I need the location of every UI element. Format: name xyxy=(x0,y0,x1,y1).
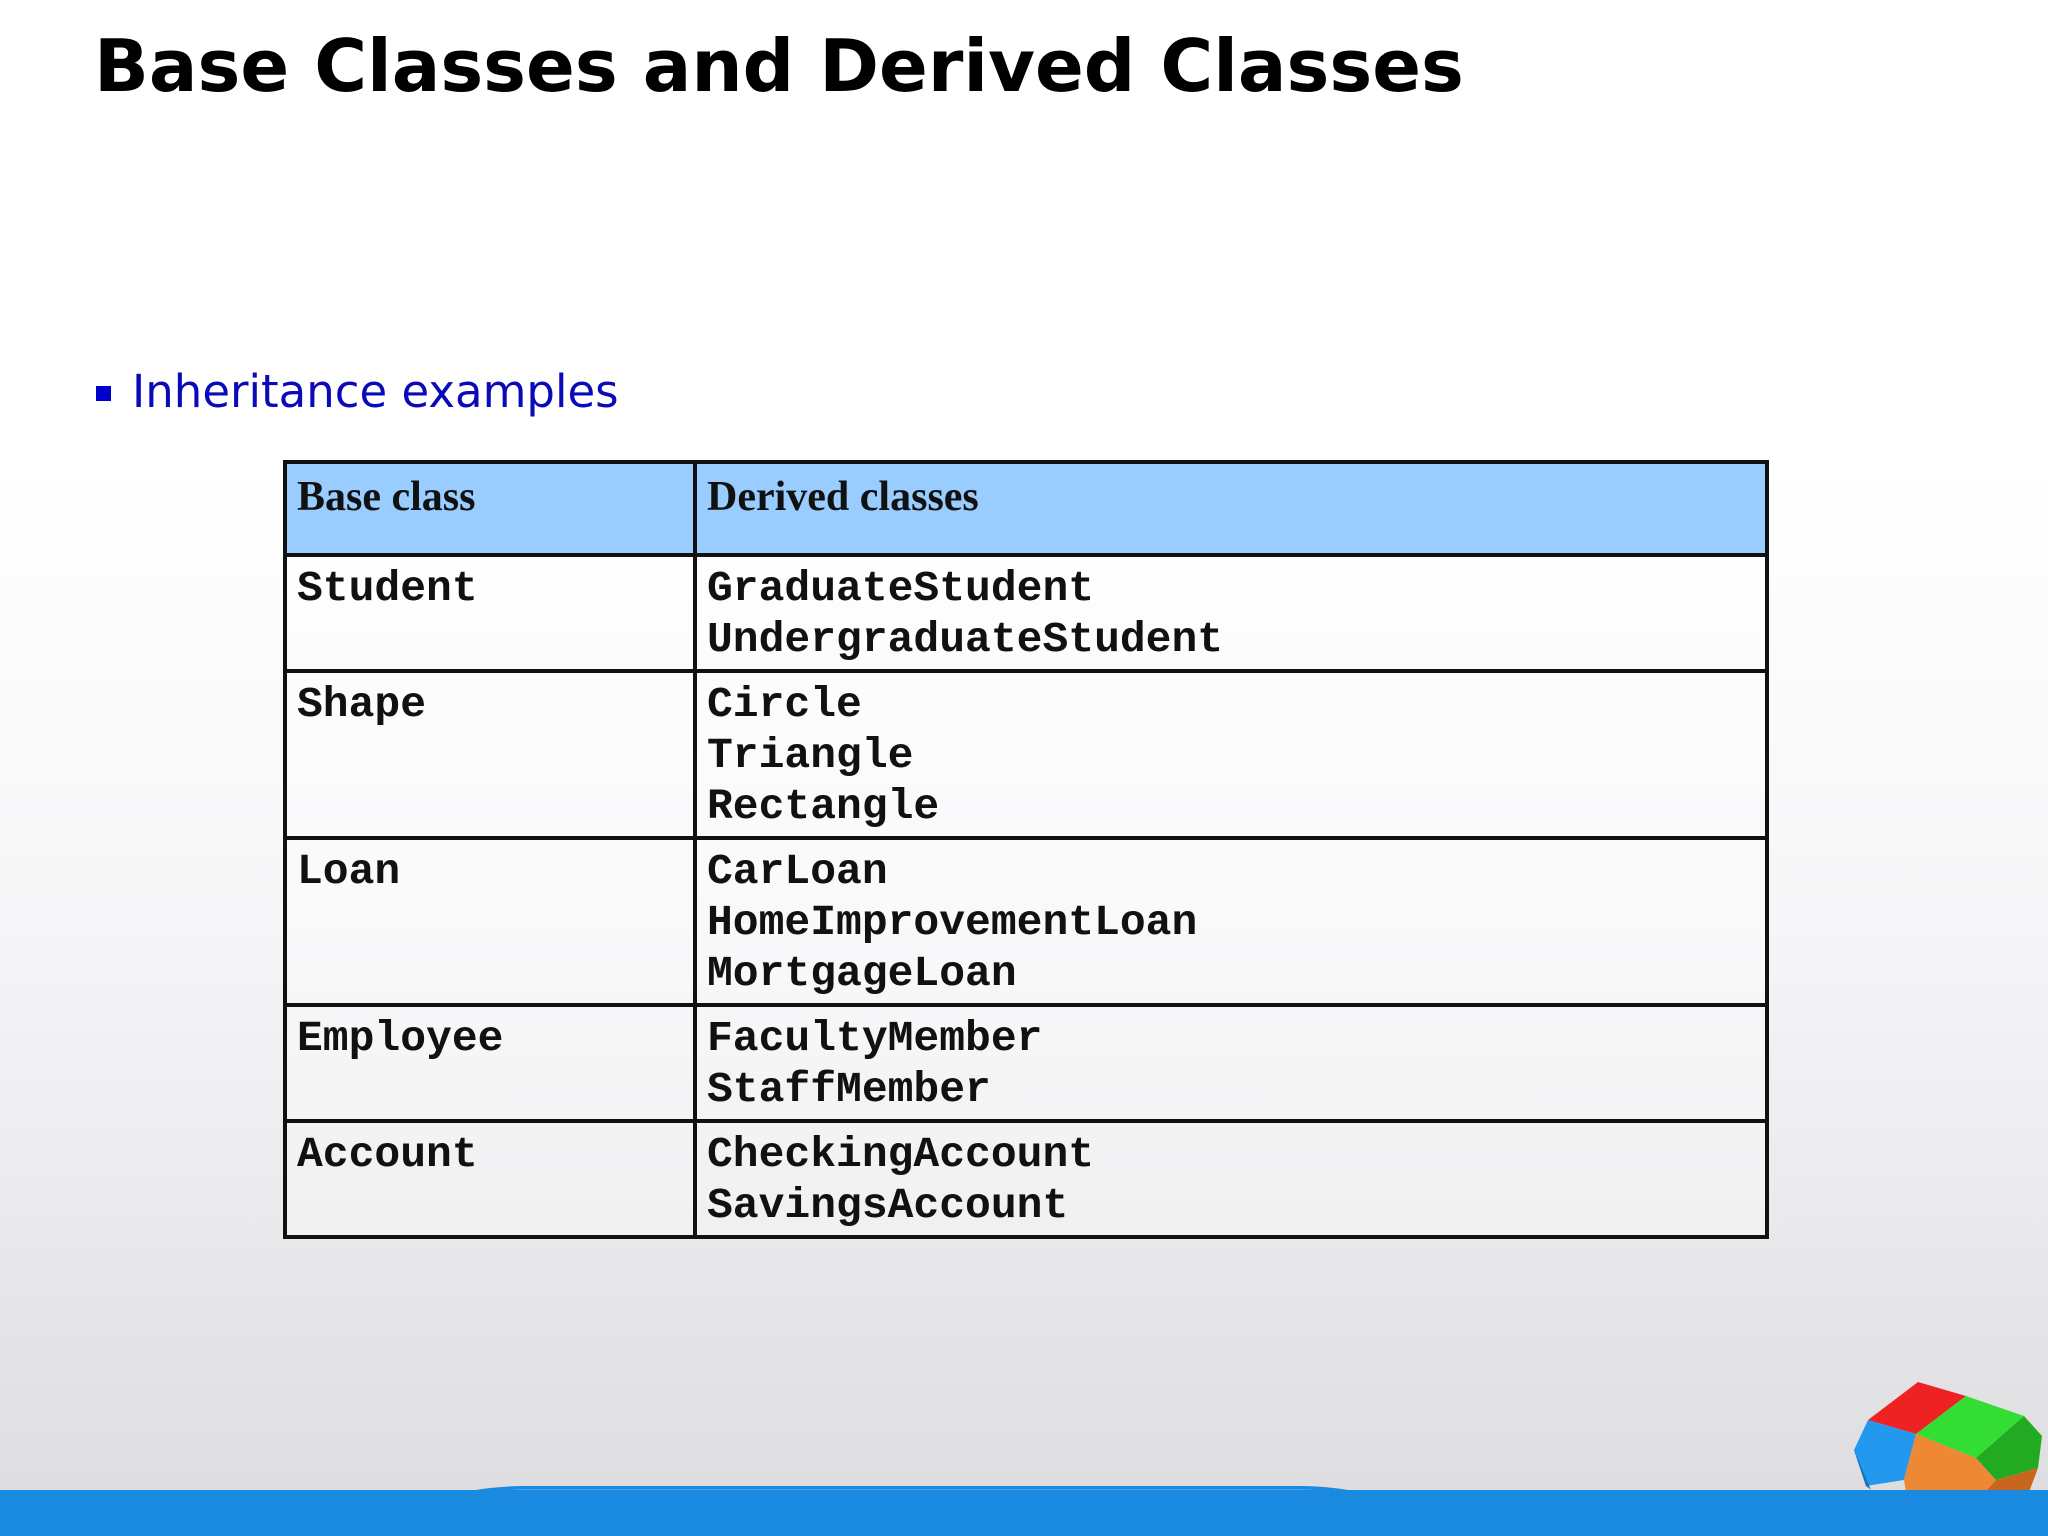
derived-class: UndergraduateStudent xyxy=(707,615,1224,664)
derived-class: Circle xyxy=(707,680,862,729)
base-class-cell: Account xyxy=(285,1121,695,1237)
slide-title: Base Classes and Derived Classes xyxy=(94,24,1464,108)
derived-class: MortgageLoan xyxy=(707,949,1017,998)
derived-class: StaffMember xyxy=(707,1065,991,1114)
bullet-item xyxy=(96,362,619,422)
base-class-cell: Employee xyxy=(285,1005,695,1121)
header-base-class: Base class xyxy=(285,462,695,555)
footer-bar xyxy=(0,1490,2048,1536)
inheritance-table xyxy=(283,460,1769,1239)
base-class-cell: Student xyxy=(285,555,695,671)
derived-classes-cell xyxy=(695,555,1767,671)
derived-class: CarLoan xyxy=(707,847,888,896)
table-header-row xyxy=(285,462,1767,555)
derived-class: SavingsAccount xyxy=(707,1181,1069,1230)
derived-class: FacultyMember xyxy=(707,1014,1043,1063)
table-row xyxy=(285,555,1767,671)
bullet-marker-icon xyxy=(96,386,111,401)
table-row xyxy=(285,671,1767,838)
derived-class: Triangle xyxy=(707,731,914,780)
table-row xyxy=(285,1121,1767,1237)
derived-class: CheckingAccount xyxy=(707,1130,1095,1179)
derived-class: Rectangle xyxy=(707,782,940,831)
table-row xyxy=(285,1005,1767,1121)
base-class-cell: Loan xyxy=(285,838,695,1005)
derived-classes-cell xyxy=(695,838,1767,1005)
base-class-cell: Shape xyxy=(285,671,695,838)
bullet-text: Inheritance examples xyxy=(132,365,619,418)
derived-class: GraduateStudent xyxy=(707,564,1095,613)
derived-classes-cell xyxy=(695,1005,1767,1121)
header-derived-classes: Derived classes xyxy=(695,462,1767,555)
table-row xyxy=(285,838,1767,1005)
derived-classes-cell xyxy=(695,1121,1767,1237)
derived-class: HomeImprovementLoan xyxy=(707,898,1198,947)
derived-classes-cell xyxy=(695,671,1767,838)
